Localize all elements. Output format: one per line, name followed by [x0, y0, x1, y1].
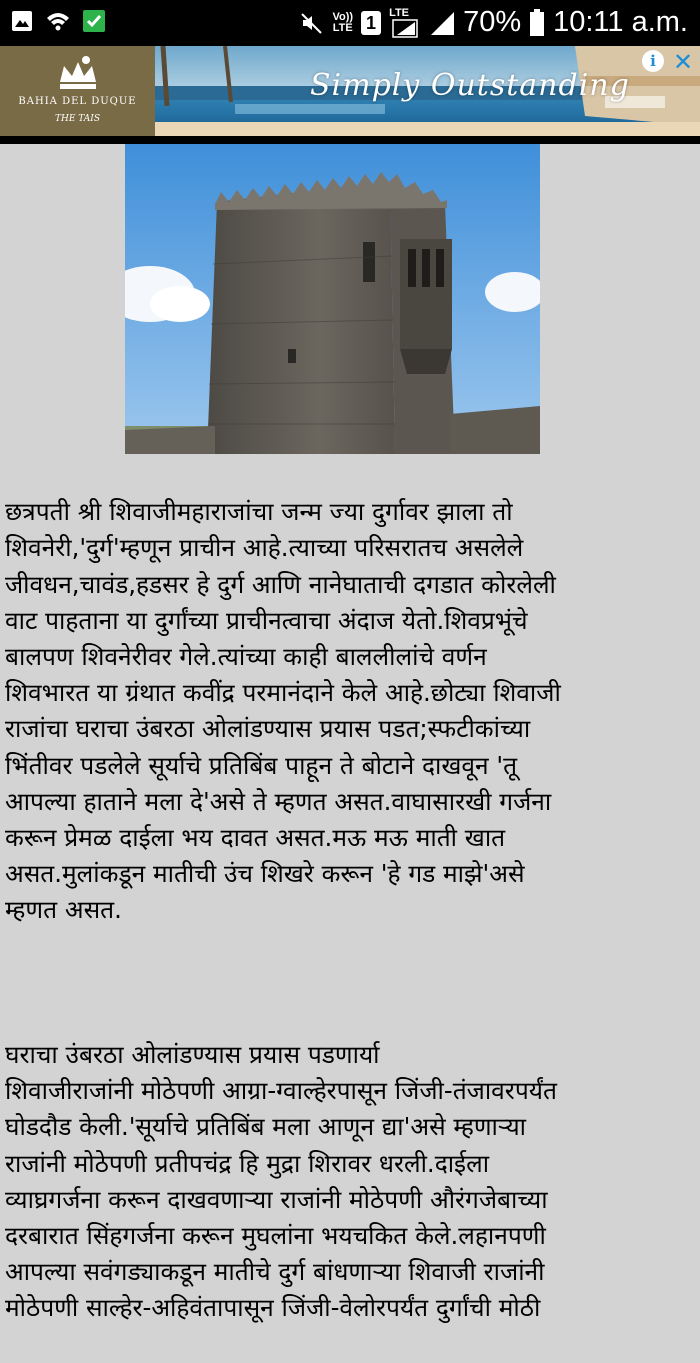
volte-top-label: Vo))	[332, 10, 354, 23]
status-bar	[0, 0, 700, 46]
lte-signal-indicator	[389, 8, 421, 38]
battery-icon	[529, 9, 545, 37]
signal-1-icon	[389, 8, 421, 38]
volte-indicator	[332, 12, 353, 34]
checkbox-notification-icon	[82, 9, 106, 33]
signal-2-icon	[429, 10, 455, 36]
sim-slot-label: 1	[366, 12, 377, 33]
wifi-icon	[46, 9, 70, 33]
volte-bottom-label: LTE	[332, 21, 353, 34]
clock: 10:11 a.m.	[553, 6, 688, 38]
ad-logo	[0, 46, 155, 136]
battery-percent: 70%	[463, 6, 522, 38]
gallery-icon	[10, 9, 34, 33]
ad-brand: BAHIA DEL DUQUE	[18, 96, 137, 107]
sim-slot-badge	[361, 11, 381, 35]
ad-divider	[0, 136, 700, 144]
article-paragraph-1: छत्रपती श्री शिवाजीमहाराजांचा जन्म ज्या दुर्गावर झाला तो शिवनेरी,'दुर्ग'म्हणून प्राचीन आहे.त्याच्या परिसरातच असलेले जीवधन,चावंड,हडसर हे दुर्ग आणि नानेघाताची दगडात कोरलेली वाट पाहताना या दुर्गांच्या प्राचीनत्वाचा अंदाज येतो.शिवप्रभूंचे बालपण शिवनेरीवर गेले.त्यांच्या काही बाललीलांचे वर्णन शिवभारत या ग्रंथात कवींद्र परमानंदाने केले आहे.छोट्या शिवाजी राजांचा घराचा उंबरठा ओलांडण्यास प्रयास पडत;स्फटीकांच्या भिंतीवर पडलेले सूर्याचे प्रतिबिंब पाहून ते बोटाने दाखवून 'तू आपल्या हाताने मला दे'असे ते म्हणत असत.वाघासारखी गर्जना करून प्रेमळ दाईला भय दावत असत.मऊ मऊ माती खात असत.मुलांकडून मातीची उंच शिखरे करून 'हे गड माझे'असे म्हणत असत.	[5, 497, 561, 925]
paragraph-gap	[5, 965, 695, 1001]
ad-tagline: Simply Outstanding	[310, 68, 630, 103]
crown-logo-icon	[56, 52, 100, 94]
mute-icon	[300, 11, 324, 35]
ad-sub: THE TAIS	[54, 114, 100, 124]
article-body	[5, 458, 695, 1363]
lte-label: LTE	[389, 6, 410, 19]
ad-close-icon[interactable]: ✕	[672, 48, 694, 76]
ad-info-icon[interactable]: i	[642, 50, 664, 72]
article-paragraph-2: घराचा उंबरठा ओलांडण्यास प्रयास पडणार्या शिवाजीराजांनी मोठेपणी आग्रा-ग्वाल्हेरपासून जिंजी-तंजावरपर्यंत घोडदौड केली.'सूर्याचे प्रतिबिंब मला आणून द्या'असे म्हणाऱ्या राजांनी मोठेपणी प्रतीपचंद्र हि मुद्रा शिरावर धरली.दाईला व्याघ्रगर्जना करून दाखवणाऱ्या राजांनी मोठेपणी औरंगजेबाच्या दरबारात सिंहगर्जना करून मुघलांना भयचकित केले.लहानपणी आपल्या सवंगड्याकडून मातीचे दुर्ग बांधणाऱ्या शिवाजी राजांनी मोठेपणी साल्हेर-अहिवंतापासून जिंजी-वेलोरपर्यंत दुर्गांची मोठी	[5, 1040, 557, 1323]
fort-tower-image	[125, 144, 540, 454]
ad-banner[interactable]	[0, 46, 700, 136]
